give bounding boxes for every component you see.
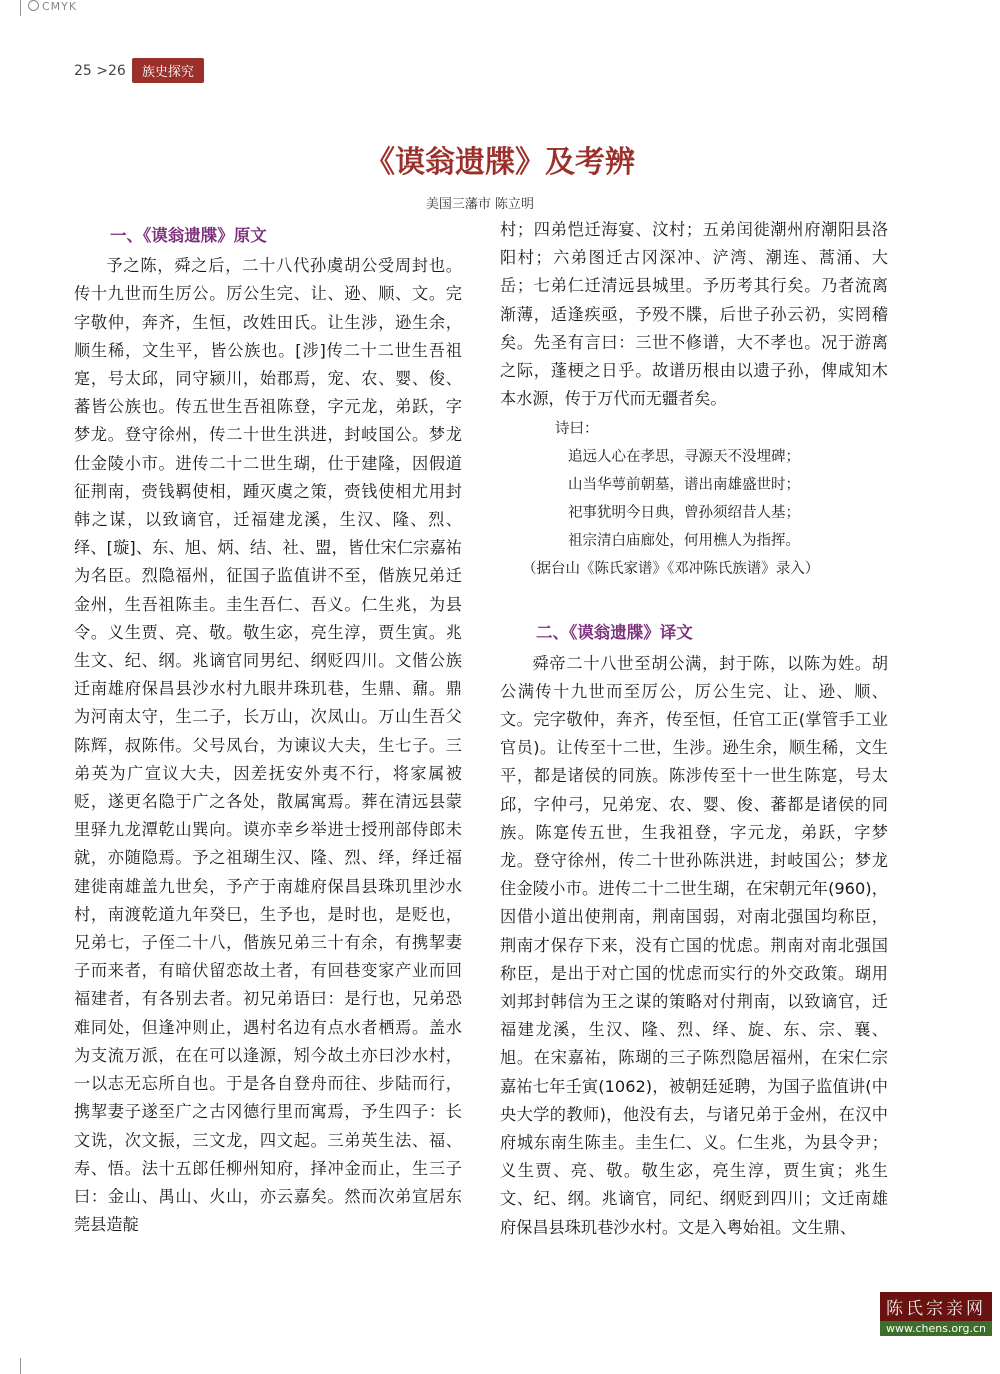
poem-line: 祖宗清白庙廊处，何用樵人为指挥。	[568, 533, 800, 550]
registration-target-icon	[28, 0, 39, 11]
right-column	[500, 216, 888, 1242]
section2-paragraph: 舜帝二十八世至胡公满，封于陈，以陈为姓。胡公满传十九世而至厉公，厉公生完、让、逊、顺、文。完字敬仲，奔齐，传至恒，任官工正(掌管手工业官员)。让传至十二世，生涉。逊生余，顺生稀，文生平，都是诸侯的同族。陈涉传至十一世生陈寔，号太邱，字仲弓，兄弟宠、农、婴、俊、蕃都是诸侯的同族。陈寔传五世，生我祖登，字元龙，弟跃，字梦龙。登守徐州，传二十世孙陈洪进，封岐国公；梦龙住金陵小市。进传二十二世生瑚，在宋朝元年(960)，因借小道出使荆南，荆南国弱，对南北强国均称臣，荆南才保存下来，没有亡国的忧虑。荆南对南北强国称臣，是出于对亡国的忧虑而实行的外交政策。瑚用刘邦封韩信为王之谋的策略对付荆南，以致谪官，迁福建龙溪，生汉、隆、烈、绎、旋、东、宗、襄、旭。在宋嘉祐，陈瑚的三子陈烈隐居福州，在宋仁宗嘉祐七年壬寅(1062)，被朝廷延聘，为国子监值讲(中央大学的教师)，他没有去，与诸兄弟于金州，在汉中府城东南生陈圭。圭生仁、义。仁生兆，为县令尹；义生贾、亮、敬。敬生宓，亮生淳，贾生寅；兆生文、纪、纲。兆谪官，同纪、纲贬到四川；文迁南雄府保昌县珠玑巷沙水村。文是入粤始祖。文生鼎、	[500, 653, 888, 1237]
section-spacer	[500, 583, 888, 619]
cmyk-label: CMYK	[42, 0, 78, 13]
section1-paragraph: 予之陈，舜之后，二十八代孙虞胡公受周封也。传十九世而生厉公。厉公生完、让、逊、顺、文。完字敬仲，奔齐，生恒，改姓田氏。让生涉，逊生余，顺生稀，文生平，皆公族也。[涉]传二十二世生吾祖寔，号太邱，同守颍川，始郡焉，宠、农、婴、俊、蕃皆公族也。传五世生吾祖陈登，字元龙，弟跃，字梦龙。登守徐州，传二十世生洪进，封岐国公。梦龙仕金陵小市。进传二十二世生瑚，仕于建隆，因假道征荆南，赍钱羁使相，踵灭虞之策，赍钱使相尤用封韩之谋，以致谪官，迁福建龙溪，生汉、隆、烈、绎、[璇]、东、旭、炳、结、社、盟，皆仕宋仁宗嘉祐为名臣。烈隐福州，征国子监值讲不至，偕族兄弟迁金州，生吾祖陈圭。圭生吾仁、吾义。仁生兆，为县令。义生贾、亮、敬。敬生宓，亮生淳，贾生寅。兆生文、纪、纲。兆谪官同男纪、纲贬四川。文偕公族迁南雄府保昌县沙水村九眼井珠玑巷，生鼎、鼐。鼎为河南太守，生二子，长万山，次凤山。万山生吾父陈辉，叔陈伟。父号凤台，为谏议大夫，生七子。三弟英为广宣议大夫，因差抚安外夷不行，将家属被贬，遂更名隐于广之各处，散属寓焉。葬在清远县蒙里驿九龙潭乾山巽向。谟亦幸乡举进士授刑部侍郎未就，亦随隐焉。予之祖瑚生汉、隆、烈、绎，绎迁福建徙南雄盖九世矣，予产于南雄府保昌县珠玑里沙水村，南渡乾道九年癸巳，生予也，是时也，是贬也，兄弟七，子侄二十八，偕族兄弟三十有余，有携挈妻子而来者，有暗伏留恋故土者，有回巷变家产业而回福建者，有各别去者。初兄弟语曰：是行也，兄弟恐难同处，但逢冲则止，遇村名边有点水者栖焉。盖水为支流万派，在在可以逢源，矧今故土亦曰沙水村，一以志无忘所自也。于是各自登舟而往、步陆而行，携挈妻子遂至广之古冈德行里而寓焉，予生四子：长文诜，次文振，三文龙，四文起。三弟英生法、福、寿、悟。法十五郎任柳州知府，择冲金而止，生三子曰：金山、禺山、火山，亦云嘉矣。然而次弟宣居东莞县造靛	[74, 256, 462, 1235]
watermark-title: 陈氏宗亲网	[880, 1292, 992, 1321]
watermark-url: www.chens.org.cn	[880, 1321, 992, 1336]
site-watermark	[880, 1292, 992, 1336]
poem-line: 追远人心在孝思，寻源天不没埋碑；	[568, 449, 800, 466]
crop-mark-top	[20, 0, 21, 16]
crop-mark-bottom	[20, 1358, 21, 1374]
page-header	[74, 58, 204, 83]
poem-line: 山当华萼前朝墓，谱出南雄盛世时；	[568, 477, 800, 494]
section-tag: 族史探究	[132, 58, 204, 83]
left-column	[74, 222, 462, 1239]
section1-heading: 一、《谟翁遗牒》原文	[110, 226, 267, 245]
cmyk-registration-mark	[28, 0, 77, 13]
section2-heading: 二、《谟翁遗牒》译文	[536, 623, 693, 643]
poem-block	[500, 415, 888, 583]
section1-continuation: 村；四弟恺迁海宴、汶村；五弟闰徙潮州府潮阳县洛阳村；六弟图迁古冈深冲、浐湾、潮连、蒿涌、大岳；七弟仁迁清远县城里。予历考其行矣。乃者流离渐薄，适逢疾亟，予殁不牒，后世子孙云礽，实罔稽矣。先圣有言曰：三世不修谱，大不孝也。况于游离之际，蓬梗之日乎。故谱历根由以遗子孙，俾咸知木本水源，传于万代而无疆者矣。	[500, 220, 888, 409]
page-numbers: 25 >26	[74, 62, 126, 79]
poem-line: 祀事犹明今日典，曾孙须绍昔人基；	[568, 505, 800, 522]
poem-source: （据台山《陈氏家谱》《邓冲陈氏族谱》录入）	[522, 561, 820, 578]
article-byline: 美国三藩市 陈立明	[425, 197, 535, 212]
poem-title: 诗曰：	[555, 421, 599, 438]
article-title: 《谟翁遗牒》及考辨	[365, 145, 635, 180]
